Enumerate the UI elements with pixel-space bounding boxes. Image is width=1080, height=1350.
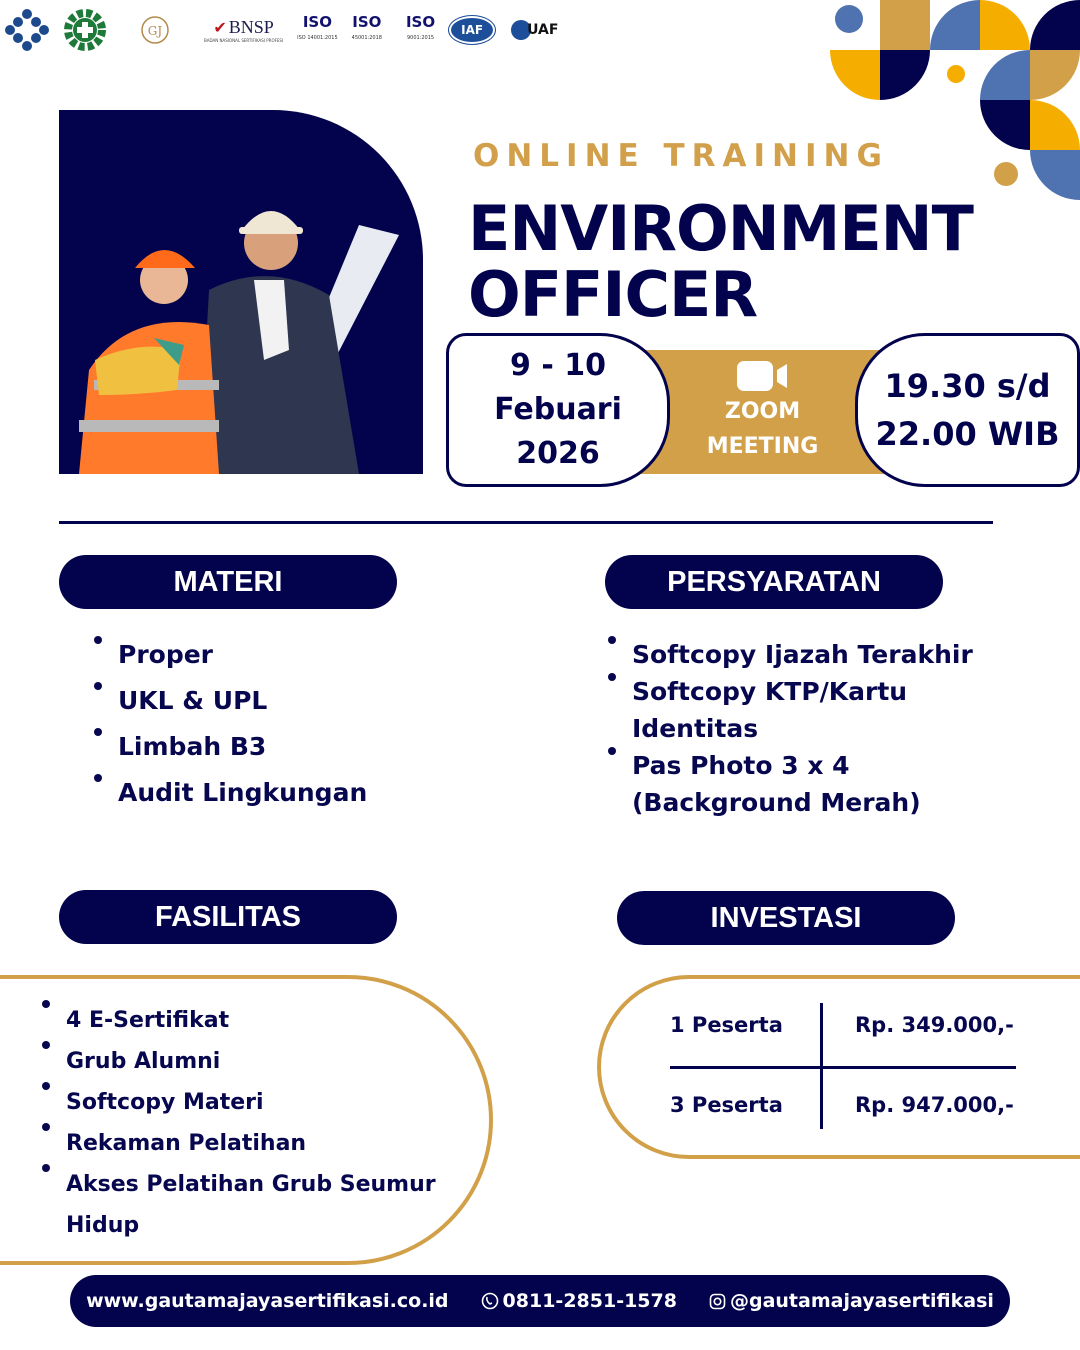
date-range: 9 - 10	[510, 348, 606, 383]
video-camera-icon	[735, 358, 791, 394]
price-row-value: Rp. 947.000,-	[855, 1093, 1014, 1117]
list-item: Softcopy Materi	[40, 1082, 460, 1123]
platform-type: MEETING	[706, 434, 819, 459]
date-badge	[446, 333, 670, 487]
bnsp-logo: ✔ BNSP BADAN NASIONAL SERTIFIKASI PROFESI	[204, 17, 284, 43]
section-divider	[59, 521, 993, 524]
list-item: Audit Lingkungan	[92, 774, 367, 820]
kemnaker-logo	[4, 8, 50, 52]
list-item: 4 E-Sertifikat	[40, 1000, 460, 1041]
fasilitas-heading: FASILITAS	[59, 890, 397, 944]
instagram-icon	[709, 1293, 726, 1310]
k3-logo	[64, 8, 106, 52]
website-text: www.gautamajayasertifikasi.co.id	[86, 1290, 449, 1312]
iaf-logo: IAF	[449, 8, 495, 52]
time-end: 22.00 WIB	[875, 415, 1060, 453]
instagram-text: @gautamajayasertifikasi	[729, 1290, 994, 1312]
iso-9001-logo: ISO 9001:2015	[405, 13, 436, 41]
course-title	[468, 192, 973, 331]
course-title-line2: OFFICER	[468, 258, 758, 331]
fasilitas-list	[40, 1000, 460, 1246]
website-link[interactable]	[86, 1290, 448, 1312]
list-item: Softcopy Ijazah Terakhir	[606, 636, 986, 673]
list-item: Grub Alumni	[40, 1041, 460, 1082]
uaf-logo: UAF	[509, 8, 558, 52]
persyaratan-list	[606, 636, 986, 821]
table-horizontal-line	[670, 1066, 1016, 1069]
date-year: 2026	[516, 436, 600, 471]
list-item: UKL & UPL	[92, 682, 367, 728]
platform-badge	[690, 358, 835, 468]
list-item: Rekaman Pelatihan	[40, 1123, 460, 1164]
svg-text:GJ: GJ	[147, 24, 163, 38]
company-logo	[120, 8, 190, 52]
list-item: Akses Pelatihan Grub Seumur Hidup	[40, 1164, 460, 1246]
list-item: Softcopy KTP/Kartu Identitas	[606, 673, 936, 747]
list-item: Limbah B3	[92, 728, 367, 774]
iso-45001-logo: ISO 45001:2018	[351, 13, 382, 41]
phone-icon	[481, 1292, 499, 1310]
training-type-label: ONLINE TRAINING	[473, 138, 889, 174]
iso-14001-logo: ISO ISO 14001:2015	[297, 13, 338, 41]
price-row-value: Rp. 349.000,-	[855, 1013, 1014, 1037]
platform-name: ZOOM	[724, 399, 801, 424]
list-item: Pas Photo 3 x 4 (Background Merah)	[606, 747, 936, 821]
materi-heading: MATERI	[59, 555, 397, 609]
price-row-label: 3 Peserta	[670, 1093, 783, 1117]
materi-list	[92, 636, 367, 820]
course-title-line1: ENVIRONMENT	[468, 192, 973, 265]
persyaratan-heading: PERSYARATAN	[605, 555, 943, 609]
time-badge	[855, 333, 1080, 487]
instagram-link[interactable]	[709, 1290, 994, 1312]
contact-footer	[70, 1275, 1010, 1327]
partner-logos	[4, 8, 558, 52]
price-table	[670, 1003, 1016, 1129]
hero-photo	[59, 110, 423, 474]
price-row-label: 1 Peserta	[670, 1013, 783, 1037]
investasi-heading: INVESTASI	[617, 891, 955, 945]
list-item: Proper	[92, 636, 367, 682]
time-start: 19.30 s/d	[884, 367, 1051, 405]
date-month: Febuari	[494, 392, 622, 427]
phone-link[interactable]	[481, 1290, 677, 1312]
phone-text: 0811-2851-1578	[502, 1290, 677, 1312]
